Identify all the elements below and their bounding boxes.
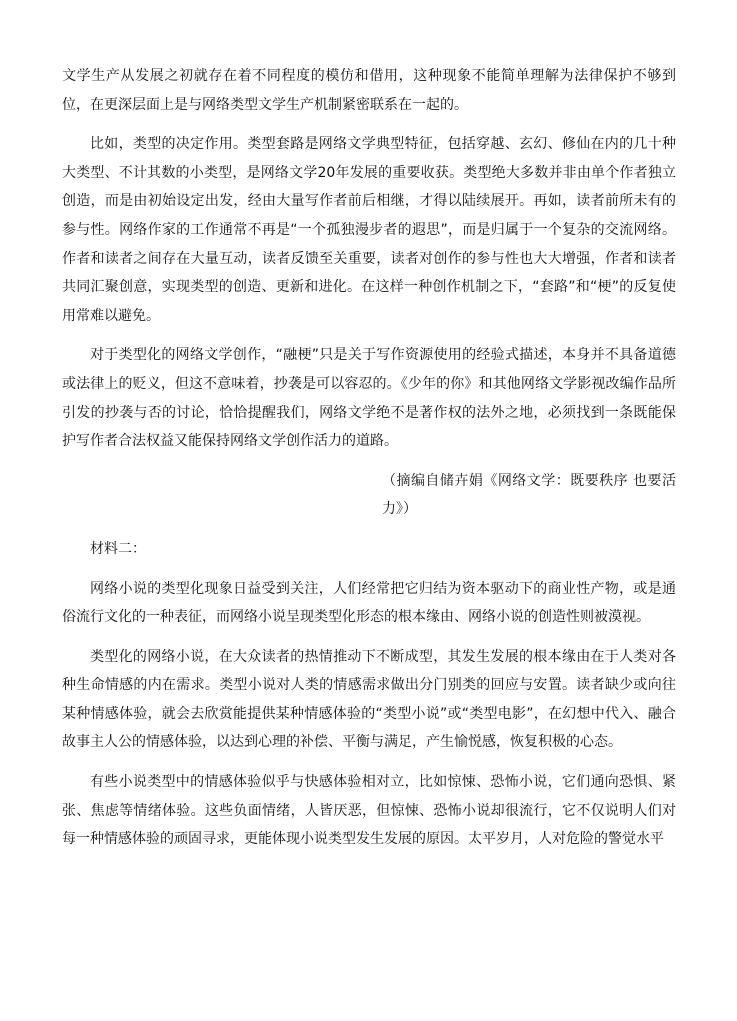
document-page	[62, 62, 676, 865]
paragraph-plagiarism-discussion: 对于类型化的网络文学创作，“融梗”只是关于写作资源使用的经验式描述，本身并不具备道德或法律上的贬义，但这不意味着，抄袭是可以容忍的。《少年的你》和其他网络文学影视改编作品所引发的抄袭与否的讨论，恰恰提醒我们，网络文学绝不是著作权的法外之地，必须找到一条既能保护写作者合法权益又能保持网络文学创作活力的道路。	[62, 347, 676, 450]
paragraph-genre-mechanism: 比如，类型的决定作用。类型套路是网络文学典型特征，包括穿越、玄幻、修仙在内的几十种大类型、不计其数的小类型，是网络文学20年发展的重要收获。类型绝大多数并非由单个作者独立创造，而是由初始设定出发，经由大量写作者前后相继，才得以陆续展开。再如，读者前所未有的参与性。网络作家的工作通常不再是“一个孤独漫步者的遐思”，而是归属于一个复杂的交流网络。作者和读者之间存在大量互动，读者反馈至关重要，读者对创作的参与性也大大增强，作者和读者共同汇聚创意，实现类型的创造、更新和进化。在这样一种创作机制之下，“套路”和“梗”的反复使用常难以避免。	[62, 136, 676, 324]
paragraph-negative-emotions: 有些小说类型中的情感体验似乎与快感体验相对立，比如惊悚、恐怖小说，它们通向恐惧、紧张、焦虑等情绪体验。这些负面情绪，人皆厌恶，但惊悚、恐怖小说却很流行，它不仅说明人们对每一种情感体验的顽固寻求，更能体现小说类型发生发展的原因。太平岁月，人对危险的警觉水平	[62, 774, 676, 848]
paragraph-typification-attention: 网络小说的类型化现象日益受到关注，人们经常把它归结为资本驱动下的商业性产物，或是通俗流行文化的一种表征，而网络小说呈现类型化形态的根本缘由、网络小说的创造性则被漠视。	[62, 580, 676, 626]
source-citation: （摘编自储卉娟《网络文学：既要秩序 也要活力》）	[382, 472, 676, 518]
paragraph-emotional-needs: 类型化的网络小说，在大众读者的热情推动下不断成型，其发生发展的根本缘由在于人类对各种生命情感的内在需求。类型小说对人类的情感需求做出分门别类的回应与安置。读者缺少或向往某种情感体验，就会去欣赏能提供某种情感体验的“类型小说”或“类型电影”，在幻想中代入、融合故事主人公的情感体验，以达到心理的补偿、平衡与满足，产生愉悦感，恢复积极的心态。	[62, 648, 676, 751]
material-two-heading: 材料二：	[90, 540, 146, 557]
paragraph-material-one-intro: 文学生产从发展之初就存在着不同程度的模仿和借用，这种现象不能简单理解为法律保护不够到位，在更深层面上是与网络类型文学生产机制紧密联系在一起的。	[62, 68, 676, 113]
